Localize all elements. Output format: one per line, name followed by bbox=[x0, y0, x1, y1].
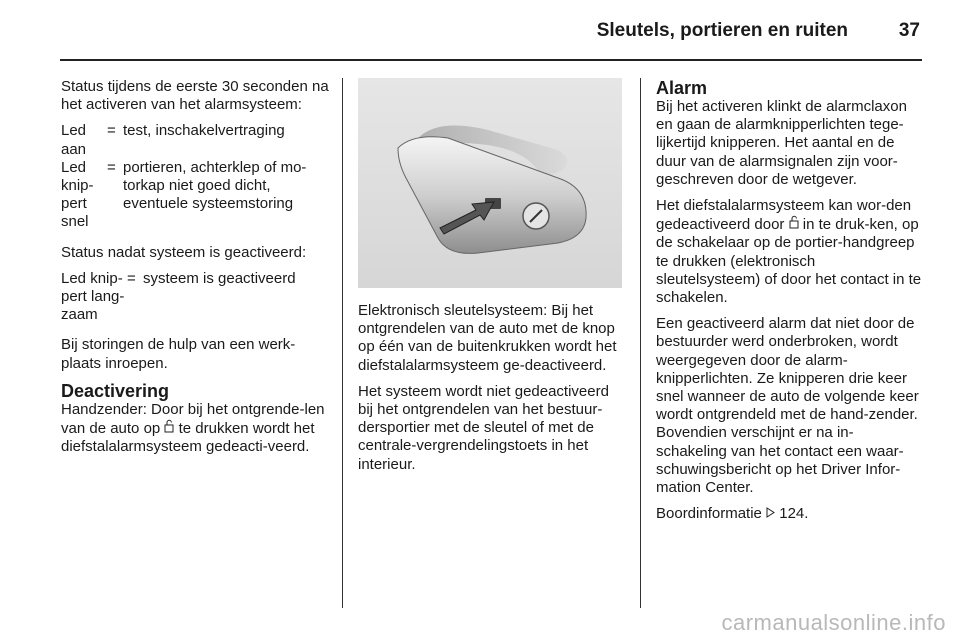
boordinformatie-label: Boordinformatie bbox=[656, 505, 762, 523]
header-rule bbox=[60, 59, 922, 61]
column-3 bbox=[656, 78, 922, 531]
alarm-deactivate-text-a: Het diefstalalarmsysteem kan wor-den gedeactiveerd door bbox=[656, 197, 912, 234]
deactivering-heading: Deactivering bbox=[61, 380, 170, 401]
column-divider-right bbox=[640, 78, 641, 608]
column-1 bbox=[61, 78, 329, 464]
status-value: test, inschakelvertraging bbox=[123, 122, 285, 140]
storing-text: Bij storingen de hulp van een werk-plaats inroepen. bbox=[61, 336, 296, 372]
status-key: Led knip-pert lang-zaam bbox=[61, 269, 125, 324]
status-table bbox=[61, 122, 329, 231]
boordinformatie-ref[interactable] bbox=[656, 505, 922, 523]
column-divider-left bbox=[342, 78, 343, 608]
deactivering-text-a: Handzender: Door bij het ontgrende-len van de auto op bbox=[61, 400, 325, 438]
alarm-deactivate-text-b: in te druk-ken, op de schakelaar op de portier-handgreep te drukken (elektronisch sleutelsysteem) of door het contact in te schakelen. bbox=[656, 216, 922, 307]
elektronisch-text: Elektronisch sleutelsysteem: Bij het ontgrendelen van de auto met de knop op één van de buitenkrukken wordt het diefstalalarmsysteem ge-deactiveerd. bbox=[358, 302, 617, 374]
status-intro: Status tijdens de eerste 30 seconden na het activeren van het alarmsysteem: bbox=[61, 78, 329, 114]
header-title: Sleutels, portieren en ruiten bbox=[596, 20, 848, 41]
status-key: Led aan bbox=[61, 122, 87, 158]
alarm-triggered-text: Een geactiveerd alarm dat niet door de bestuurder werd onderbroken, wordt weergegeven door de alarm-knipperlichten. Ze knipperen drie keer snel wanneer de auto de volgende keer wordt ontgrendeld met de hand-zender. Bovendien verschijnt er na in-schakeling van het contact een waar-schuwingsbericht op het Driver Infor-mation Center. bbox=[656, 315, 919, 497]
status-key: Led knip-pert snel bbox=[61, 158, 94, 231]
status-value: portieren, achterklep of mo-torkap niet goed dicht, eventuele systeemstoring bbox=[123, 158, 307, 213]
unlock-icon bbox=[164, 419, 174, 437]
not-deactivated-text: Het systeem wordt niet gedeactiveerd bij het ontgrendelen van het bestuur-dersportier met de sleutel of met de centrale-vergrendelingstoets in het interieur. bbox=[358, 382, 609, 473]
deactivering-text-b: te drukken wordt het diefstalalarmsysteem gedeacti-veerd. bbox=[61, 420, 315, 456]
status2-intro: Status nadat systeem is geactiveerd: bbox=[61, 243, 307, 261]
boordinformatie-page: 124. bbox=[779, 505, 809, 523]
status-table-2 bbox=[61, 270, 329, 325]
status-eq: = bbox=[107, 122, 116, 140]
alarm-text: Bij het activeren klinkt de alarmclaxon en gaan de alarmknipperlichten tege-lijkertijd knipperen. Het aantal en de duur van de alarmsignalen zijn voor-geschreven door de wetgever. bbox=[656, 98, 907, 188]
status-eq: = bbox=[107, 158, 116, 176]
status-value: systeem is geactiveerd bbox=[143, 269, 296, 287]
door-handle-photo bbox=[358, 78, 622, 288]
column-2 bbox=[358, 302, 626, 482]
deactivering-text bbox=[61, 401, 329, 457]
status-eq: = bbox=[127, 269, 136, 287]
footer-watermark: carmanualsonline.info bbox=[721, 610, 946, 635]
unlock-icon bbox=[789, 215, 799, 233]
page-number: 37 bbox=[898, 20, 920, 41]
reference-arrow-icon bbox=[766, 505, 779, 522]
alarm-heading: Alarm bbox=[656, 78, 708, 98]
alarm-deactivate-text bbox=[656, 197, 922, 307]
